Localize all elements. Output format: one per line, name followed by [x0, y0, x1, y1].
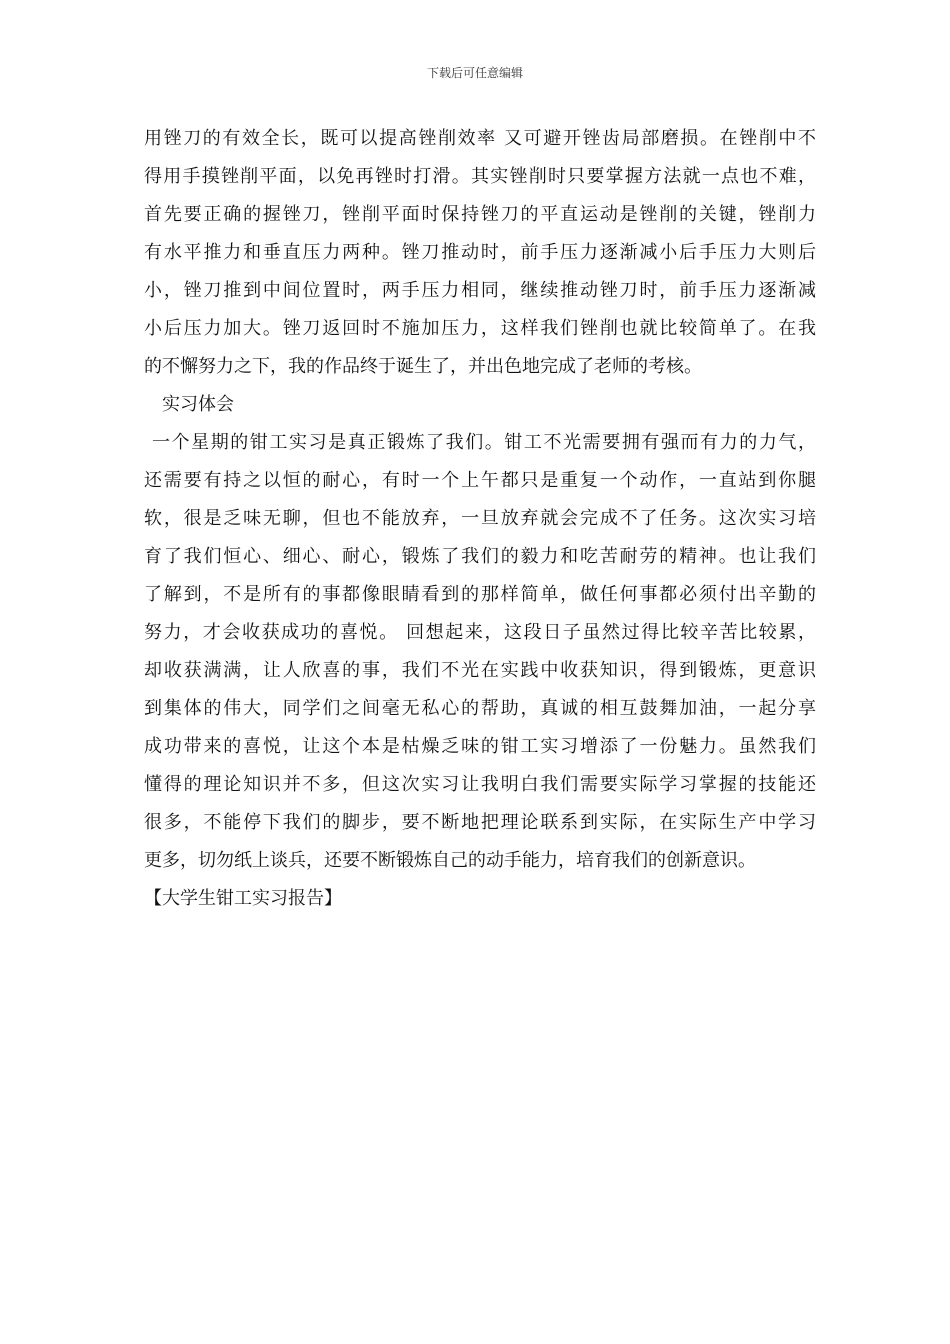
paragraph-internship-reflection — [144, 424, 816, 880]
text-line: 却收获满满，让人欣喜的事，我们不光在实践中收获知识，得到锻炼，更意识 — [144, 660, 816, 681]
text-line: 很多，不能停下我们的脚步，要不断地把理论联系到实际，在实际生产中学习 — [144, 812, 816, 833]
text-line: 小，锉刀推到中间位置时，两手压力相同，继续推动锉刀时，前手压力逐渐减 — [144, 280, 816, 301]
text-line: 懂得的理论知识并不多，但这次实习让我明白我们需要实际学习掌握的技能还 — [144, 774, 816, 795]
text-line: 努力，才会收获成功的喜悦。 回想起来，这段日子虽然过得比较辛苦比较累， — [144, 622, 816, 643]
document-title-bracketed: 【大学生钳工实习报告】 — [144, 888, 342, 909]
text-line: 的不懈努力之下，我的作品终于诞生了，并出色地完成了老师的考核。 — [144, 356, 702, 377]
section-heading: 实习体会 — [162, 394, 234, 415]
text-line: 小后压力加大。锉刀返回时不施加压力，这样我们锉削也就比较简单了。在我 — [144, 318, 816, 339]
paragraph-filing-technique — [144, 120, 816, 386]
text-line: 育了我们恒心、细心、耐心，锻炼了我们的毅力和吃苦耐劳的精神。也让我们 — [144, 546, 816, 567]
text-line: 还需要有持之以恒的耐心，有时一个上午都只是重复一个动作，一直站到你腿 — [144, 470, 816, 491]
text-line: 更多，切勿纸上谈兵，还要不断锻炼自己的动手能力，培育我们的创新意识。 — [144, 850, 756, 871]
text-line: 软，很是乏味无聊，但也不能放弃，一旦放弃就会完成不了任务。这次实习培 — [144, 508, 816, 529]
text-line: 到集体的伟大，同学们之间毫无私心的帮助，真诚的相互鼓舞加油，一起分享 — [144, 698, 816, 719]
document-body — [144, 120, 816, 918]
text-line: 有水平推力和垂直压力两种。锉刀推动时，前手压力逐渐减小后手压力大则后 — [144, 242, 816, 263]
text-line: 了解到，不是所有的事都像眼睛看到的那样简单，做任何事都必须付出辛勤的 — [144, 584, 816, 605]
text-line: 首先要正确的握锉刀，锉削平面时保持锉刀的平直运动是锉削的关键，锉削力 — [144, 204, 816, 225]
page-header: 下载后可任意编辑 — [426, 66, 523, 80]
text-line: 得用手摸锉削平面，以免再锉时打滑。其实锉削时只要掌握方法就一点也不难， — [144, 166, 816, 187]
text-line: 成功带来的喜悦，让这个本是枯燥乏味的钳工实习增添了一份魅力。虽然我们 — [144, 736, 816, 757]
text-line: 一个星期的钳工实习是真正锻炼了我们。钳工不光需要拥有强而有力的力气， — [152, 432, 816, 453]
text-line: 用锉刀的有效全长，既可以提高锉削效率 又可避开锉齿局部磨损。在锉削中不 — [144, 128, 816, 149]
